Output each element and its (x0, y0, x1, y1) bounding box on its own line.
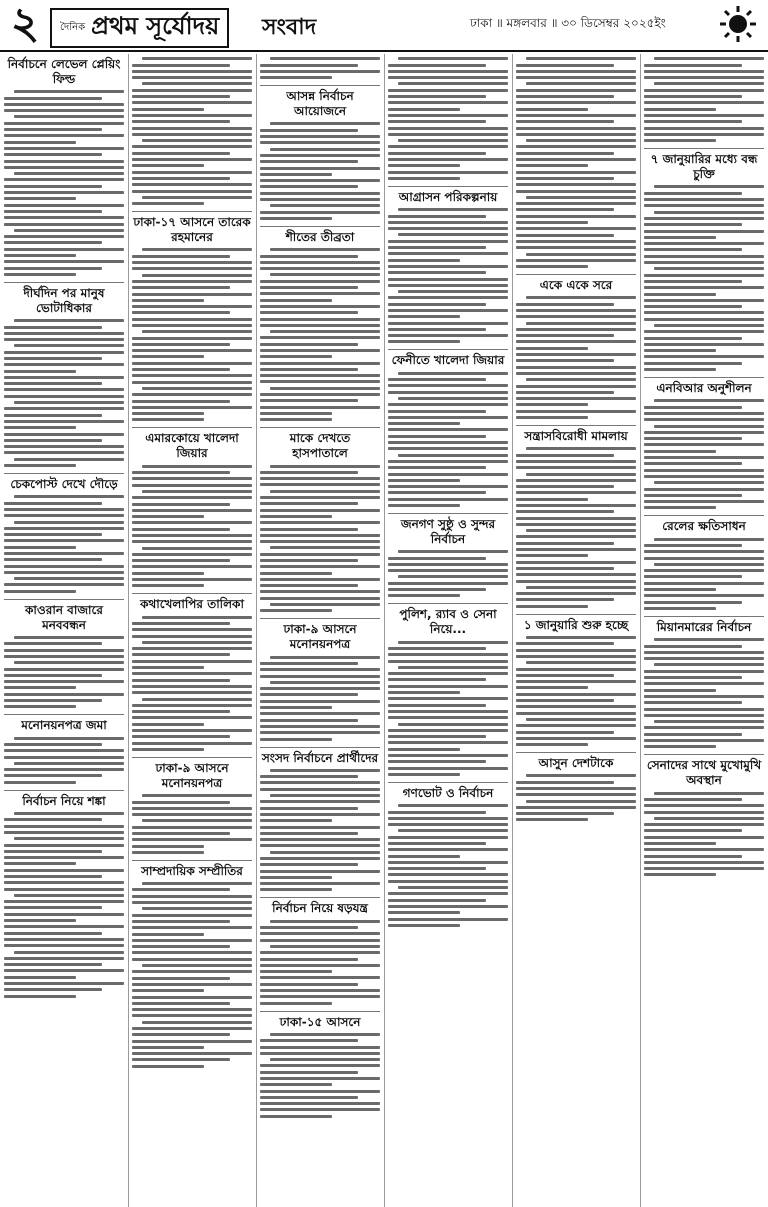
article-headline: কথাখেলাপির তালিকা (140, 597, 244, 612)
article-body-text (260, 1033, 380, 1118)
article-separator (260, 85, 380, 86)
article-body-text (132, 616, 252, 751)
article-headline: সন্ত্রাসবিরোধী মামলায় (524, 429, 628, 444)
news-article (644, 519, 764, 610)
news-article (644, 620, 764, 748)
article-headline: সংসদ নির্বাচনে প্রার্থীদের (261, 750, 379, 765)
article-separator (516, 425, 636, 426)
article-body-text (4, 812, 124, 998)
article-headline: দীর্ঘদিন পর মানুষ ভোটাধিকার (23, 285, 105, 315)
article-body-text (516, 774, 636, 821)
article-headline: ফেনীতে খালেদা জিয়ার (391, 353, 505, 368)
article-separator (388, 186, 508, 187)
news-article (132, 864, 252, 1068)
article-body-text (644, 638, 764, 748)
article-headline: সেনাদের সাথে মুখোমুখি অবস্থান (646, 758, 762, 788)
news-article (132, 215, 252, 421)
article-headline: নির্বাচন নিয়ে শঙ্কা (22, 793, 106, 808)
article-separator (260, 226, 380, 227)
news-article (260, 901, 380, 1004)
news-article (516, 278, 636, 419)
article-body-text (260, 656, 380, 741)
article-separator (132, 757, 252, 758)
article-separator (132, 427, 252, 428)
column-rule (128, 54, 129, 1207)
article-headline: আসুন দেশটাকে (538, 756, 614, 771)
article-body-text (4, 90, 124, 276)
article-separator (644, 515, 764, 516)
article-separator (388, 782, 508, 783)
article-headline: ঢাকা-১৭ আসনে তারেক রহমানের (133, 215, 251, 245)
news-article (260, 230, 380, 421)
news-article (260, 1015, 380, 1118)
article-separator (644, 754, 764, 755)
article-columns (0, 54, 768, 1207)
news-article (644, 152, 764, 371)
article-separator (4, 714, 124, 715)
article-body-text (388, 550, 508, 597)
article-body-text (644, 538, 764, 610)
article-separator (388, 603, 508, 604)
news-article (388, 517, 508, 597)
article-headline: পুলিশ, র‌্যাব ও সেনা নিয়ে... (399, 607, 497, 637)
article-body-text (516, 636, 636, 746)
article-separator (516, 752, 636, 753)
newspaper-nameplate (50, 8, 229, 48)
news-article (644, 758, 764, 876)
news-article (516, 618, 636, 746)
column (512, 54, 640, 1207)
article-headline: মাকে দেখতে হাসপাতালে (289, 431, 351, 461)
news-article (4, 57, 124, 276)
article-body-text (132, 882, 252, 1068)
column-rule (640, 54, 641, 1207)
article-headline: একে একে সরে (539, 278, 613, 293)
sun-emblem-icon (718, 4, 758, 44)
news-article (516, 429, 636, 608)
article-headline: রেলের ক্ষতিসাধন (662, 519, 746, 534)
article-body-text (388, 804, 508, 927)
article-headline: ঢাকা-৯ আসনে মনোনয়নপত্র (155, 760, 229, 790)
news-article (388, 57, 508, 180)
article-body-text (516, 57, 636, 268)
article-separator (260, 427, 380, 428)
article-headline: নির্বাচন নিয়ে ষড়যন্ত্র (272, 901, 368, 916)
news-article (4, 794, 124, 998)
news-article (388, 353, 508, 507)
article-body-text (4, 319, 124, 467)
article-body-text (644, 399, 764, 509)
article-body-text (4, 636, 124, 708)
article-separator (388, 349, 508, 350)
news-article (260, 431, 380, 612)
article-separator (516, 274, 636, 275)
page-number: ২ (10, 0, 40, 49)
news-article (4, 603, 124, 709)
article-body-text (644, 792, 764, 877)
article-body-text (260, 769, 380, 892)
news-article (388, 786, 508, 927)
section-title: সংবাদ (262, 15, 317, 40)
article-separator (4, 790, 124, 791)
news-article (644, 57, 764, 142)
article-body-text (4, 495, 124, 592)
news-article (132, 761, 252, 854)
news-article (388, 607, 508, 776)
article-body-text (260, 465, 380, 613)
column-rule (256, 54, 257, 1207)
news-article (4, 718, 124, 783)
article-body-text (388, 208, 508, 343)
article-headline: গণভোট ও নির্বাচন (402, 785, 494, 800)
column (0, 54, 128, 1207)
article-separator (260, 897, 380, 898)
article-separator (260, 747, 380, 748)
article-headline: ঢাকা-৯ আসনে মনোনয়নপত্র (283, 622, 357, 652)
article-headline: জনগণ সুষ্ঠু ও সুন্দর নির্বাচন (400, 517, 496, 546)
news-article (388, 190, 508, 344)
article-body-text (132, 465, 252, 588)
column (384, 54, 512, 1207)
article-body-text (388, 372, 508, 507)
article-headline: ১ জানুয়ারি শুরু হচ্ছে (523, 617, 629, 632)
article-headline: সাম্প্রদায়িক সম্প্রীতির (141, 863, 243, 878)
news-article (132, 597, 252, 751)
news-article (132, 57, 252, 205)
article-separator (644, 377, 764, 378)
article-headline: মনোনয়নপত্র জমা (21, 718, 107, 733)
article-separator (132, 860, 252, 861)
article-body-text (516, 447, 636, 607)
article-separator (4, 599, 124, 600)
news-article (132, 431, 252, 587)
column (256, 54, 384, 1207)
column (640, 54, 768, 1207)
article-headline: আগ্রাসন পরিকল্পনায় (398, 189, 498, 204)
article-body-text (644, 57, 764, 142)
article-body-text (644, 185, 764, 371)
article-separator (516, 614, 636, 615)
article-headline: মিয়ানমারের নির্বাচন (656, 619, 752, 634)
article-separator (644, 148, 764, 149)
article-separator (644, 616, 764, 617)
news-article (260, 89, 380, 220)
article-body-text (260, 920, 380, 1005)
nameplate-prefix: দৈনিক (60, 21, 86, 33)
article-headline: এনবিআর অনুশীলন (656, 381, 752, 396)
article-body-text (260, 248, 380, 421)
article-separator (260, 618, 380, 619)
article-body-text (132, 794, 252, 854)
article-headline: এমারকোয়ে খালেদা জিয়ার (145, 431, 239, 461)
article-separator (132, 593, 252, 594)
article-body-text (516, 296, 636, 419)
article-headline: চেকপোস্ট দেখে দৌড়ে (10, 477, 118, 492)
nameplate-title: প্রথম সূর্যোদয় (91, 11, 220, 40)
article-headline: নির্বাচনে লেভেল প্লেয়িং ফিল্ড (7, 57, 121, 86)
news-article (260, 751, 380, 892)
article-separator (388, 513, 508, 514)
article-separator (4, 473, 124, 474)
news-article (4, 477, 124, 593)
news-article (644, 381, 764, 509)
article-separator (132, 211, 252, 212)
masthead (0, 0, 768, 52)
news-article (516, 756, 636, 821)
article-body-text (388, 57, 508, 180)
news-article (4, 286, 124, 467)
article-headline: ঢাকা-১৫ আসনে (279, 1014, 361, 1029)
article-body-text (260, 57, 380, 79)
column-rule (384, 54, 385, 1207)
column-rule (512, 54, 513, 1207)
article-body-text (260, 122, 380, 219)
article-headline: ৭ জানুয়ারির মধ্যে বন্ধ চুক্তি (650, 152, 758, 182)
article-headline: আসন্ন নির্বাচন আয়োজনে (286, 89, 354, 119)
news-article (260, 57, 380, 79)
article-headline: কাওরান বাজারে মনববন্ধন (25, 602, 103, 632)
dateline: ঢাকা ॥ মঙ্গলবার ॥ ৩০ ডিসেম্বর ২০২৫ইং (470, 16, 666, 30)
article-headline: শীতের তীব্রতা (285, 229, 355, 244)
column (128, 54, 256, 1207)
news-article (260, 622, 380, 740)
article-body-text (132, 248, 252, 421)
article-body-text (132, 57, 252, 205)
article-body-text (4, 737, 124, 784)
article-body-text (388, 641, 508, 776)
news-article (516, 57, 636, 268)
article-separator (4, 282, 124, 283)
article-separator (260, 1011, 380, 1012)
